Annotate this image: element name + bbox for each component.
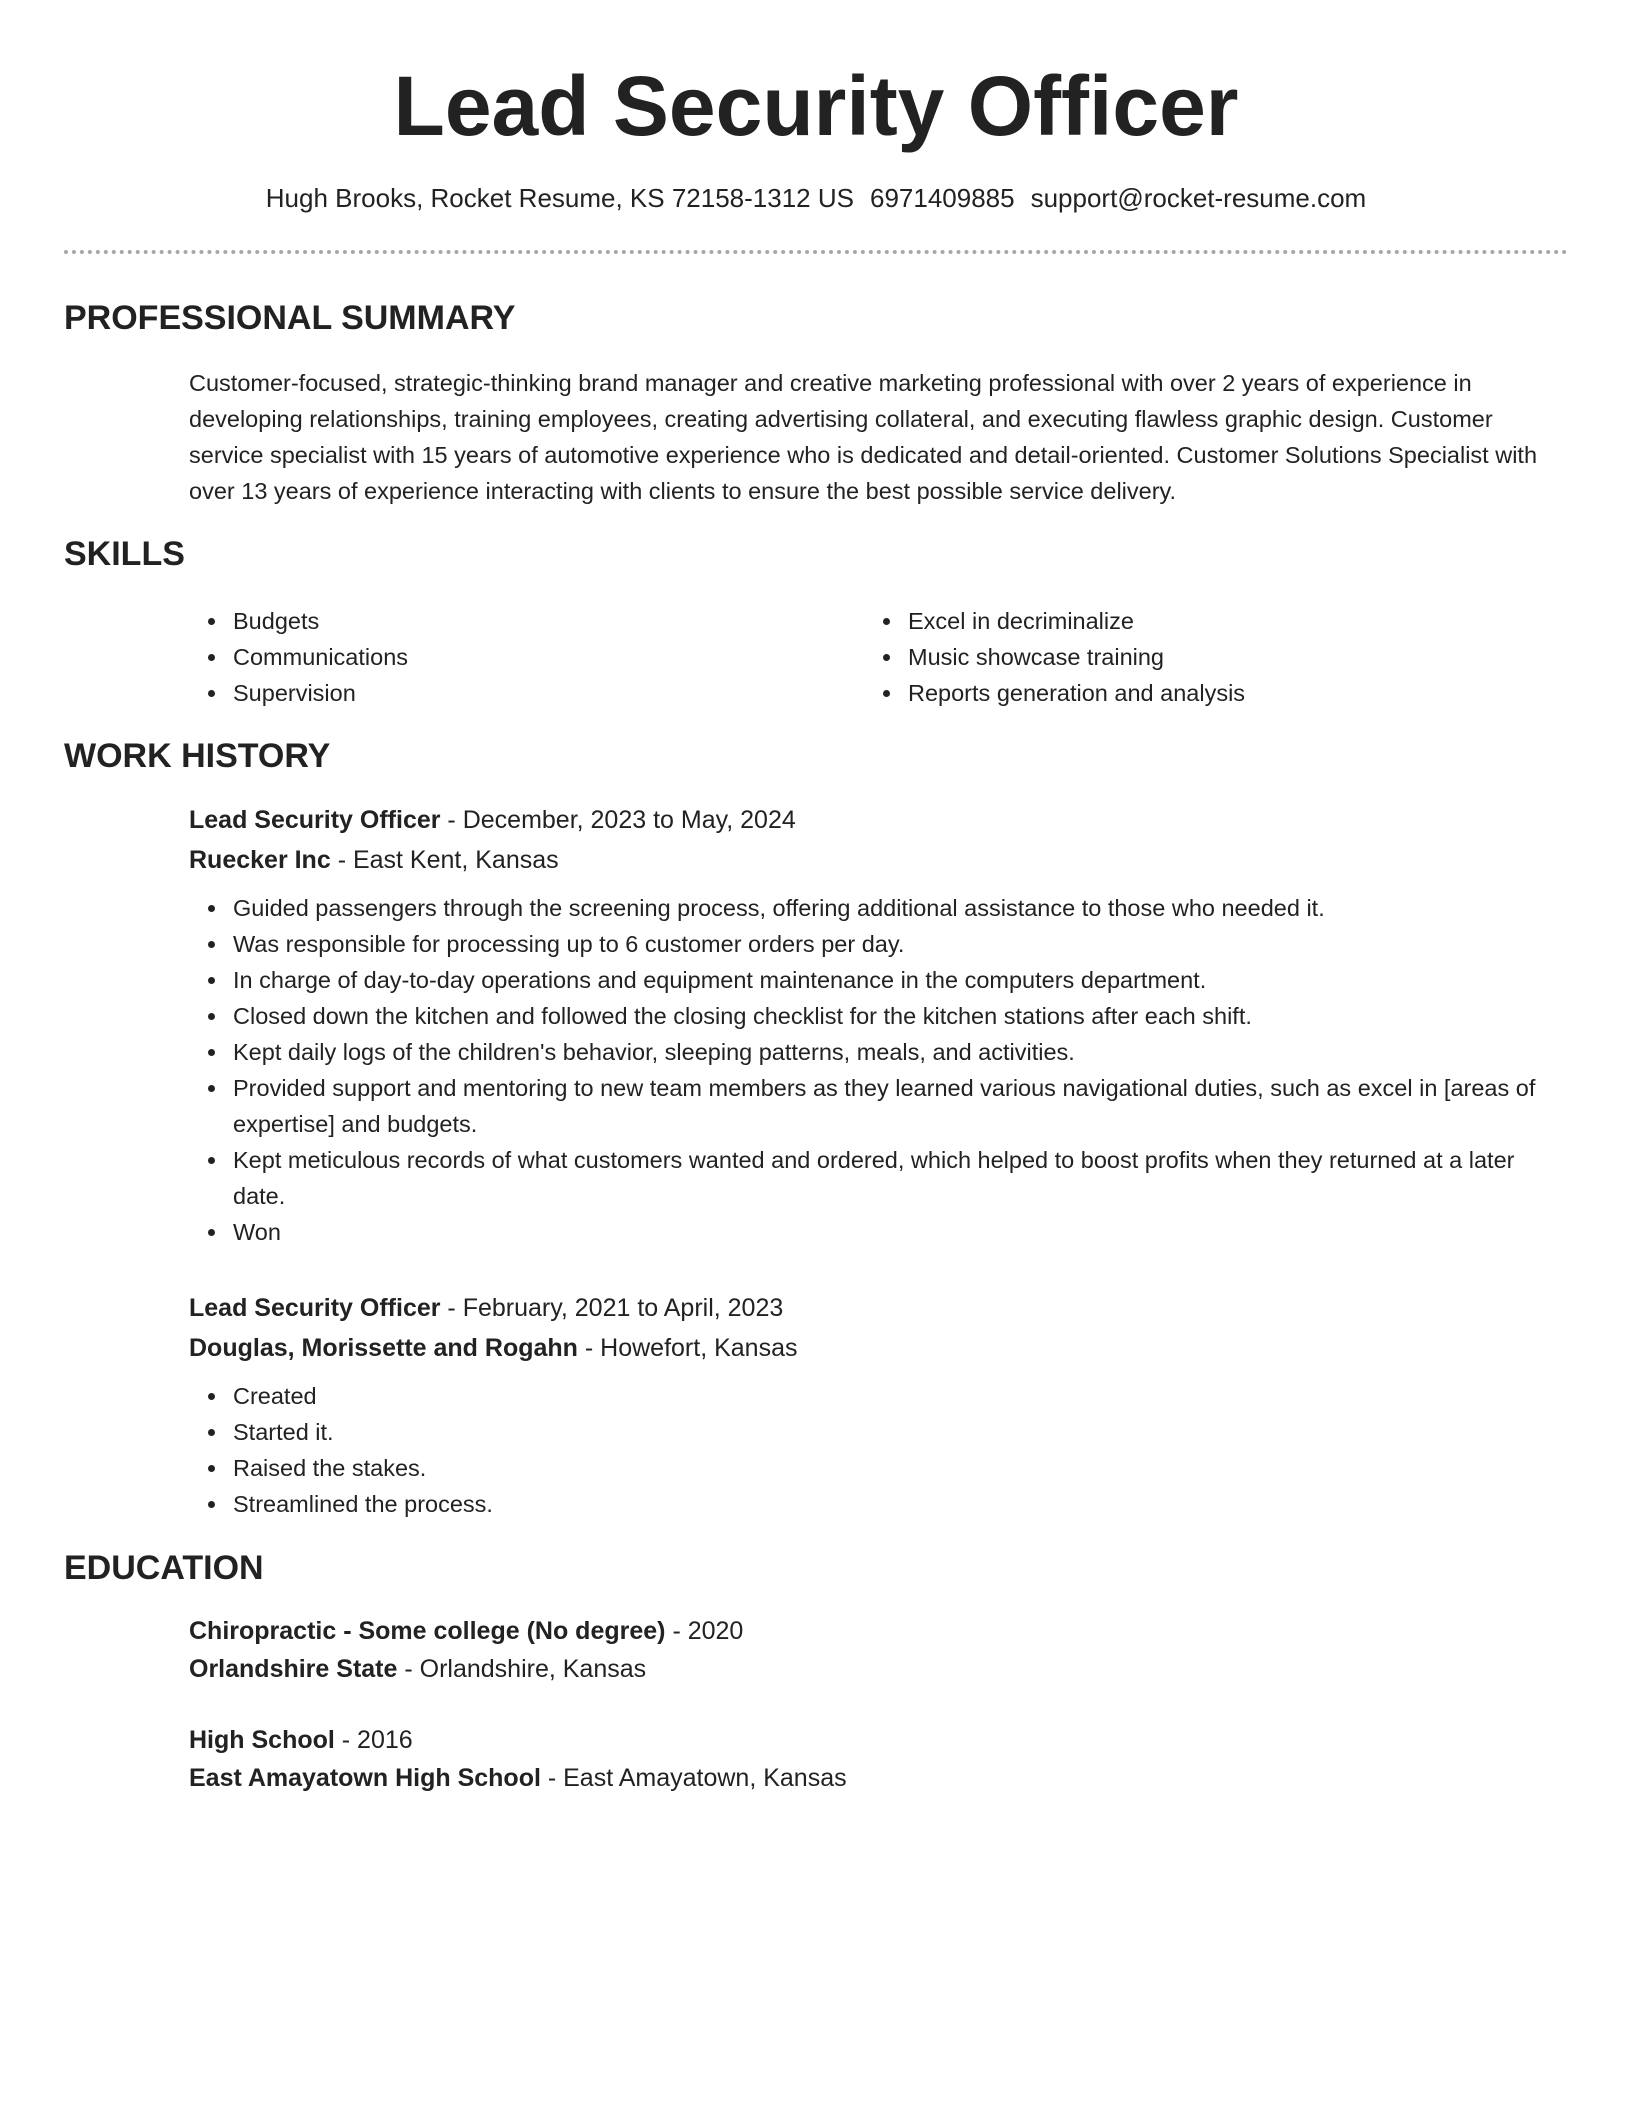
section-heading-summary: PROFESSIONAL SUMMARY — [64, 299, 516, 337]
job-bullet: Guided passengers through the screening process, offering additional assistance to those who needed it. — [189, 890, 1569, 926]
education-school-line — [189, 1759, 1569, 1797]
section-heading-education: EDUCATION — [64, 1549, 264, 1587]
job-company-line — [189, 1328, 1569, 1368]
skills-list-right — [864, 603, 1464, 711]
education-location: - East Amayatown, Kansas — [540, 1764, 847, 1792]
job-title: Lead Security Officer — [189, 1294, 441, 1322]
job-dates: - February, 2021 to April, 2023 — [440, 1294, 784, 1322]
job-location: - Howefort, Kansas — [577, 1334, 798, 1362]
job-bullet: Kept daily logs of the children's behavior, sleeping patterns, meals, and activities. — [189, 1034, 1569, 1070]
skill-item: Communications — [189, 639, 789, 675]
education-school: East Amayatown High School — [189, 1764, 541, 1792]
job-bullet: Closed down the kitchen and followed the closing checklist for the kitchen stations after each shift. — [189, 998, 1569, 1034]
job-bullet: Started it. — [189, 1414, 1569, 1450]
summary-text: Customer-focused, strategic-thinking brand manager and creative marketing professional with over 2 years of experience in developing relationships, training employees, creating advertising collateral, and executing flawless graphic design. Customer service specialist with 15 years of automotive experience who is dedicated and detail-oriented. Customer Solutions Specialist with over 13 years of experience interacting with clients to ensure the best possible service delivery. — [189, 370, 1538, 504]
education-school-line — [189, 1650, 1569, 1688]
job-entry — [189, 1288, 1569, 1522]
job-bullet: Created — [189, 1378, 1569, 1414]
page-title: Lead Security Officer — [393, 59, 1239, 153]
job-company: Douglas, Morissette and Rogahn — [189, 1334, 578, 1362]
education-entry — [189, 1721, 1569, 1797]
section-heading-work-history: WORK HISTORY — [64, 737, 331, 775]
skill-item: Supervision — [189, 675, 789, 711]
job-bullet: Was responsible for processing up to 6 customer orders per day. — [189, 926, 1569, 962]
skill-item: Reports generation and analysis — [864, 675, 1464, 711]
skill-item: Budgets — [189, 603, 789, 639]
education-year: - 2020 — [665, 1617, 744, 1645]
job-title-line — [189, 800, 1569, 840]
job-bullet: Kept meticulous records of what customers wanted and ordered, which helped to boost profits when they returned at a later date. — [189, 1142, 1569, 1214]
education-degree: High School — [189, 1726, 335, 1754]
education-degree-line — [189, 1612, 1569, 1650]
job-bullets — [189, 1378, 1569, 1522]
skills-list-left — [189, 603, 789, 711]
contact-email: support@rocket-resume.com — [1030, 183, 1367, 213]
job-entry — [189, 800, 1569, 1250]
job-title-line — [189, 1288, 1569, 1328]
job-location: - East Kent, Kansas — [330, 846, 559, 874]
education-entry — [189, 1612, 1569, 1688]
education-school: Orlandshire State — [189, 1655, 398, 1683]
education-location: - Orlandshire, Kansas — [397, 1655, 647, 1683]
job-company-line — [189, 840, 1569, 880]
job-bullet: Raised the stakes. — [189, 1450, 1569, 1486]
contact-line — [0, 180, 1632, 216]
job-bullet: Won — [189, 1214, 1569, 1250]
education-degree: Chiropractic - Some college (No degree) — [189, 1617, 666, 1645]
education-year: - 2016 — [334, 1726, 413, 1754]
job-title: Lead Security Officer — [189, 806, 441, 834]
skill-item: Excel in decriminalize — [864, 603, 1464, 639]
section-heading-skills: SKILLS — [64, 535, 185, 573]
contact-address: Hugh Brooks, Rocket Resume, KS 72158-1312 US — [265, 183, 854, 213]
job-company: Ruecker Inc — [189, 846, 331, 874]
contact-phone: 6971409885 — [869, 183, 1015, 213]
job-bullet: Streamlined the process. — [189, 1486, 1569, 1522]
job-bullets — [189, 890, 1569, 1250]
job-dates: - December, 2023 to May, 2024 — [440, 806, 796, 834]
education-degree-line — [189, 1721, 1569, 1759]
skill-item: Music showcase training — [864, 639, 1464, 675]
job-bullet: In charge of day-to-day operations and equipment maintenance in the computers department. — [189, 962, 1569, 998]
header-divider — [64, 250, 1568, 254]
job-bullet: Provided support and mentoring to new team members as they learned various navigational duties, such as excel in [areas of expertise] and budgets. — [189, 1070, 1569, 1142]
